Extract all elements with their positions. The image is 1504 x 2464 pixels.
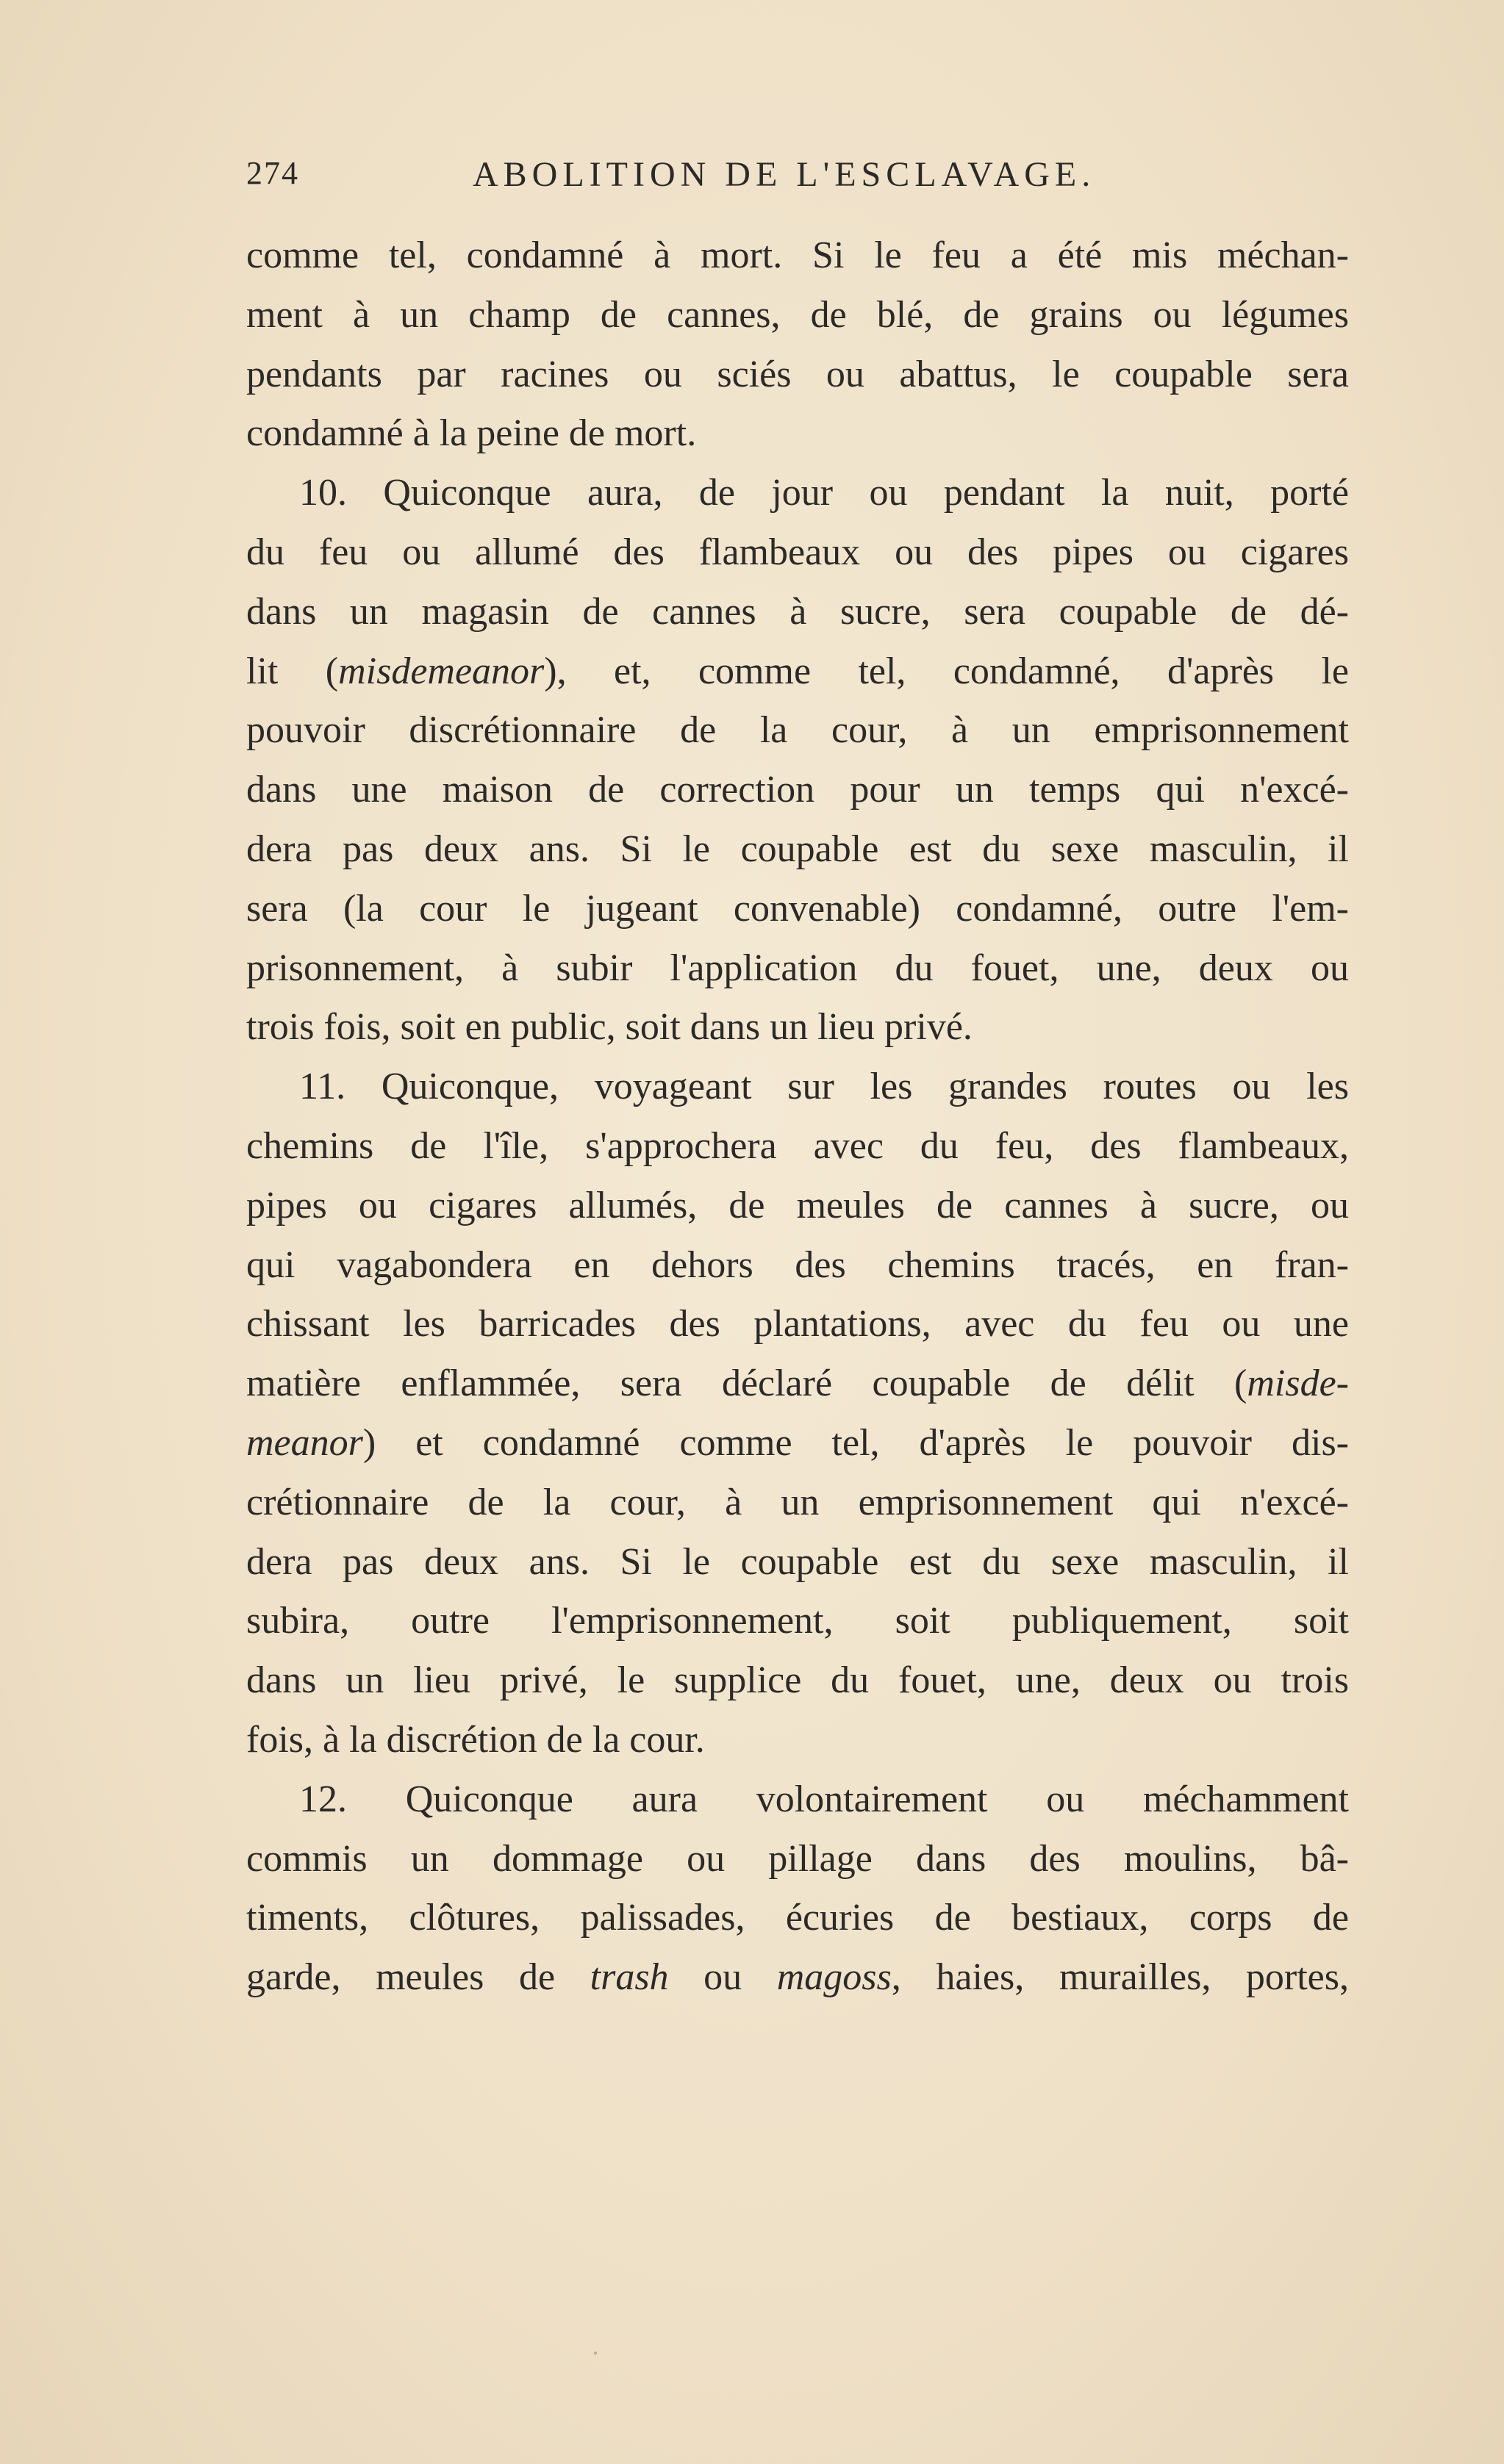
text-line: chemins de l'île, s'approchera avec du feu, des flambeaux, (246, 1124, 1349, 1167)
text-line: timents, clôtures, palissades, écuries de bestiaux, corps de (246, 1897, 1349, 1939)
text-line: commis un dommage ou pillage dans des moulins, bâ- (246, 1837, 1349, 1880)
article-10-start: 10. Quiconque aura, de jour ou pendant la nuit, porté (299, 472, 1349, 514)
text-line: subira, outre l'emprisonnement, soit publiquement, soit (246, 1600, 1349, 1642)
text-line: pipes ou cigares allumés, de meules de cannes à sucre, ou (246, 1184, 1349, 1226)
text-line: prisonnement, à subir l'application du fouet, une, deux ou (246, 947, 1349, 989)
page-number: 274 (246, 155, 299, 191)
article-12-start: 12. Quiconque aura volontairement ou méchamment (299, 1778, 1349, 1820)
page-header (246, 154, 1117, 206)
running-title: ABOLITION DE L'ESCLAVAGE. (473, 155, 1096, 194)
paper-spot (594, 2352, 597, 2355)
text-line: meanor) et condamné comme tel, d'après le pouvoir dis- (246, 1421, 1349, 1464)
italic-term: trash (590, 1956, 669, 1999)
text-line: dera pas deux ans. Si le coupable est du sexe masculin, il (246, 827, 1349, 870)
body-text (246, 226, 1349, 2008)
text-line: lit (misdemeanor), et, comme tel, condamné, d'après le (246, 650, 1349, 692)
text-line: dans une maison de correction pour un temps qui n'excé- (246, 769, 1349, 811)
text-line: matière enflammée, sera déclaré coupable de délit (misde- (246, 1362, 1349, 1405)
text-line: fois, à la discrétion de la cour. (246, 1718, 705, 1761)
italic-term: meanor (246, 1421, 363, 1464)
italic-term: misdemeanor (338, 650, 545, 692)
text-line: garde, meules de trash ou magoss, haies, murailles, portes, (246, 1956, 1349, 1999)
italic-term: magoss (776, 1956, 892, 1999)
article-11-start: 11. Quiconque, voyageant sur les grandes routes ou les (299, 1066, 1349, 1108)
text-line: pendants par racines ou sciés ou abattus, le coupable sera (246, 353, 1349, 395)
text-line: du feu ou allumé des flambeaux ou des pipes ou cigares (246, 531, 1349, 573)
text-line: chissant les barricades des plantations, avec du feu ou une (246, 1303, 1349, 1346)
text-line: comme tel, condamné à mort. Si le feu a été mis méchan- (246, 234, 1349, 276)
text-line: dans un lieu privé, le supplice du fouet, une, deux ou trois (246, 1659, 1349, 1702)
text-line: trois fois, soit en public, soit dans un lieu privé. (246, 1006, 973, 1049)
text-line: pouvoir discrétionnaire de la cour, à un emprisonnement (246, 709, 1349, 752)
italic-term: misde- (1247, 1362, 1349, 1405)
text-line: crétionnaire de la cour, à un emprisonnement qui n'excé- (246, 1481, 1349, 1523)
text-line: sera (la cour le jugeant convenable) condamné, outre l'em- (246, 887, 1349, 930)
text-line: dans un magasin de cannes à sucre, sera coupable de dé- (246, 590, 1349, 633)
text-line: ment à un champ de cannes, de blé, de grains ou légumes (246, 293, 1349, 336)
text-line: dera pas deux ans. Si le coupable est du sexe masculin, il (246, 1540, 1349, 1583)
text-line: condamné à la peine de mort. (246, 412, 697, 455)
text-line: qui vagabondera en dehors des chemins tracés, en fran- (246, 1243, 1349, 1286)
